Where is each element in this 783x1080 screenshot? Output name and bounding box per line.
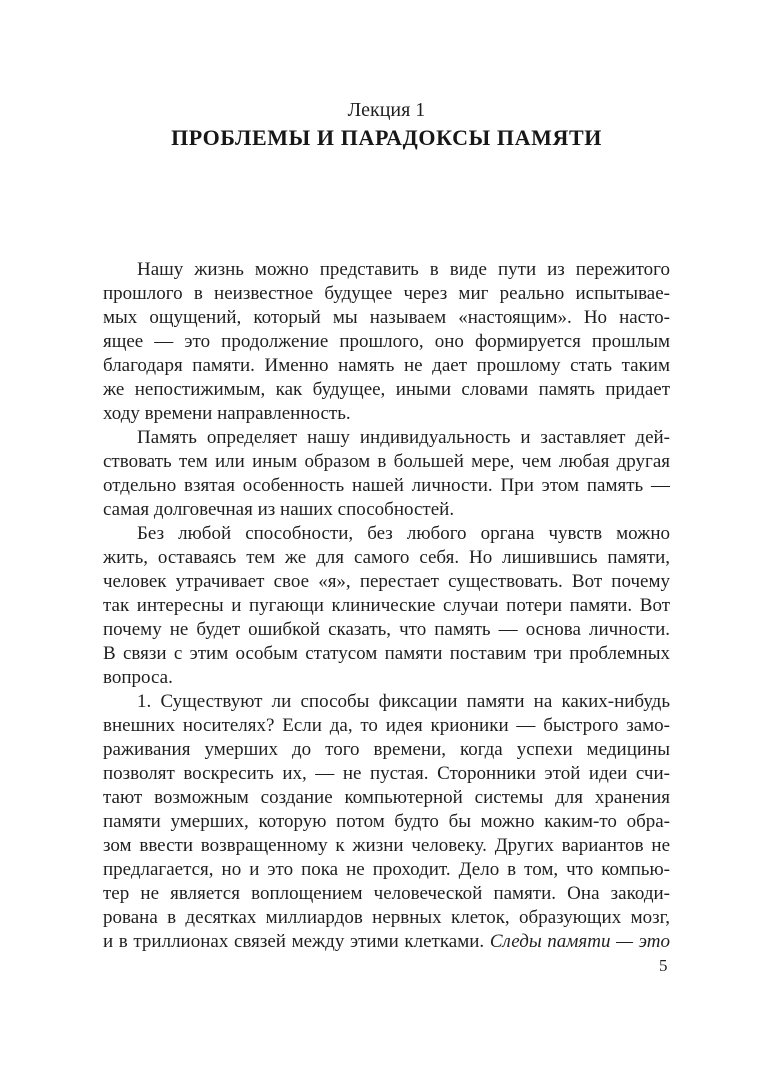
- chapter-heading: [95, 97, 678, 151]
- text-line: отдельно взятая особенность нашей личности. При этом память —: [103, 475, 670, 496]
- text-line: 1. Существуют ли способы фиксации памяти на каких-нибудь: [137, 691, 670, 712]
- text-line: зом ввести возвращенному к жизни человеку. Других вариантов не: [103, 835, 670, 856]
- italic-text-segment: Следы памяти — это: [489, 931, 670, 952]
- body-text: [103, 258, 670, 954]
- page-number: 5: [659, 956, 668, 975]
- text-line: В связи с этим особым статусом памяти поставим три проблемных: [103, 643, 670, 664]
- text-line: тер не является воплощением человеческой памяти. Она закоди-: [103, 883, 670, 904]
- text-line: рована в десятках миллиардов нервных клеток, образующих мозг,: [103, 907, 670, 928]
- text-line: Без любой способности, без любого органа чувств можно: [137, 523, 670, 544]
- text-line: позволят воскресить их, — не пустая. Сторонники этой идеи счи-: [103, 763, 670, 784]
- text-line: Нашу жизнь можно представить в виде пути из пережитого: [137, 259, 670, 280]
- paragraph: [103, 426, 670, 522]
- text-line: памяти умерших, которую потом будто бы можно каким-то обра-: [103, 811, 670, 832]
- text-segment: и в триллионах связей между этими клетками.: [103, 931, 490, 952]
- text-line: вопроса.: [103, 667, 173, 688]
- text-line: почему не будет ошибкой сказать, что память — основа личности.: [103, 619, 670, 640]
- paragraph: [103, 522, 670, 690]
- text-line: ствовать тем или иным образом в большей мере, чем любая другая: [103, 451, 670, 472]
- text-line: мых ощущений, который мы называем «настоящим». Но насто-: [103, 307, 670, 328]
- paragraph: [103, 690, 670, 954]
- text-line: так интересны и пугающи клинические случаи потери памяти. Вот: [103, 595, 670, 616]
- text-line: же непостижимым, как будущее, иными словами память придает: [103, 379, 670, 400]
- text-line: раживания умерших до того времени, когда успехи медицины: [103, 739, 670, 760]
- text-line: [103, 930, 670, 954]
- text-line: ходу времени направленность.: [103, 403, 351, 424]
- chapter-title: ПРОБЛЕМЫ И ПАРАДОКСЫ ПАМЯТИ: [171, 125, 602, 150]
- text-line: человек утрачивает свое «я», перестает существовать. Вот почему: [103, 571, 670, 592]
- chapter-label: Лекция 1: [347, 99, 426, 121]
- text-line: внешних носителях? Если да, то идея крионики — быстрого замо-: [103, 715, 670, 736]
- text-line: Память определяет нашу индивидуальность и заставляет дей-: [137, 427, 670, 448]
- text-line: жить, оставаясь тем же для самого себя. Но лишившись памяти,: [103, 547, 670, 568]
- text-line: тают возможным создание компьютерной системы для хранения: [103, 787, 670, 808]
- text-line: ящее — это продолжение прошлого, оно формируется прошлым: [103, 331, 670, 352]
- text-line: благодаря памяти. Именно намять не дает прошлому стать таким: [103, 355, 670, 376]
- text-line: прошлого в неизвестное будущее через миг реально испытывае-: [103, 283, 670, 304]
- text-line: самая долговечная из наших способностей.: [103, 499, 455, 520]
- text-line: предлагается, но и это пока не проходит. Дело в том, что компью-: [103, 859, 670, 880]
- paragraph: [103, 258, 670, 426]
